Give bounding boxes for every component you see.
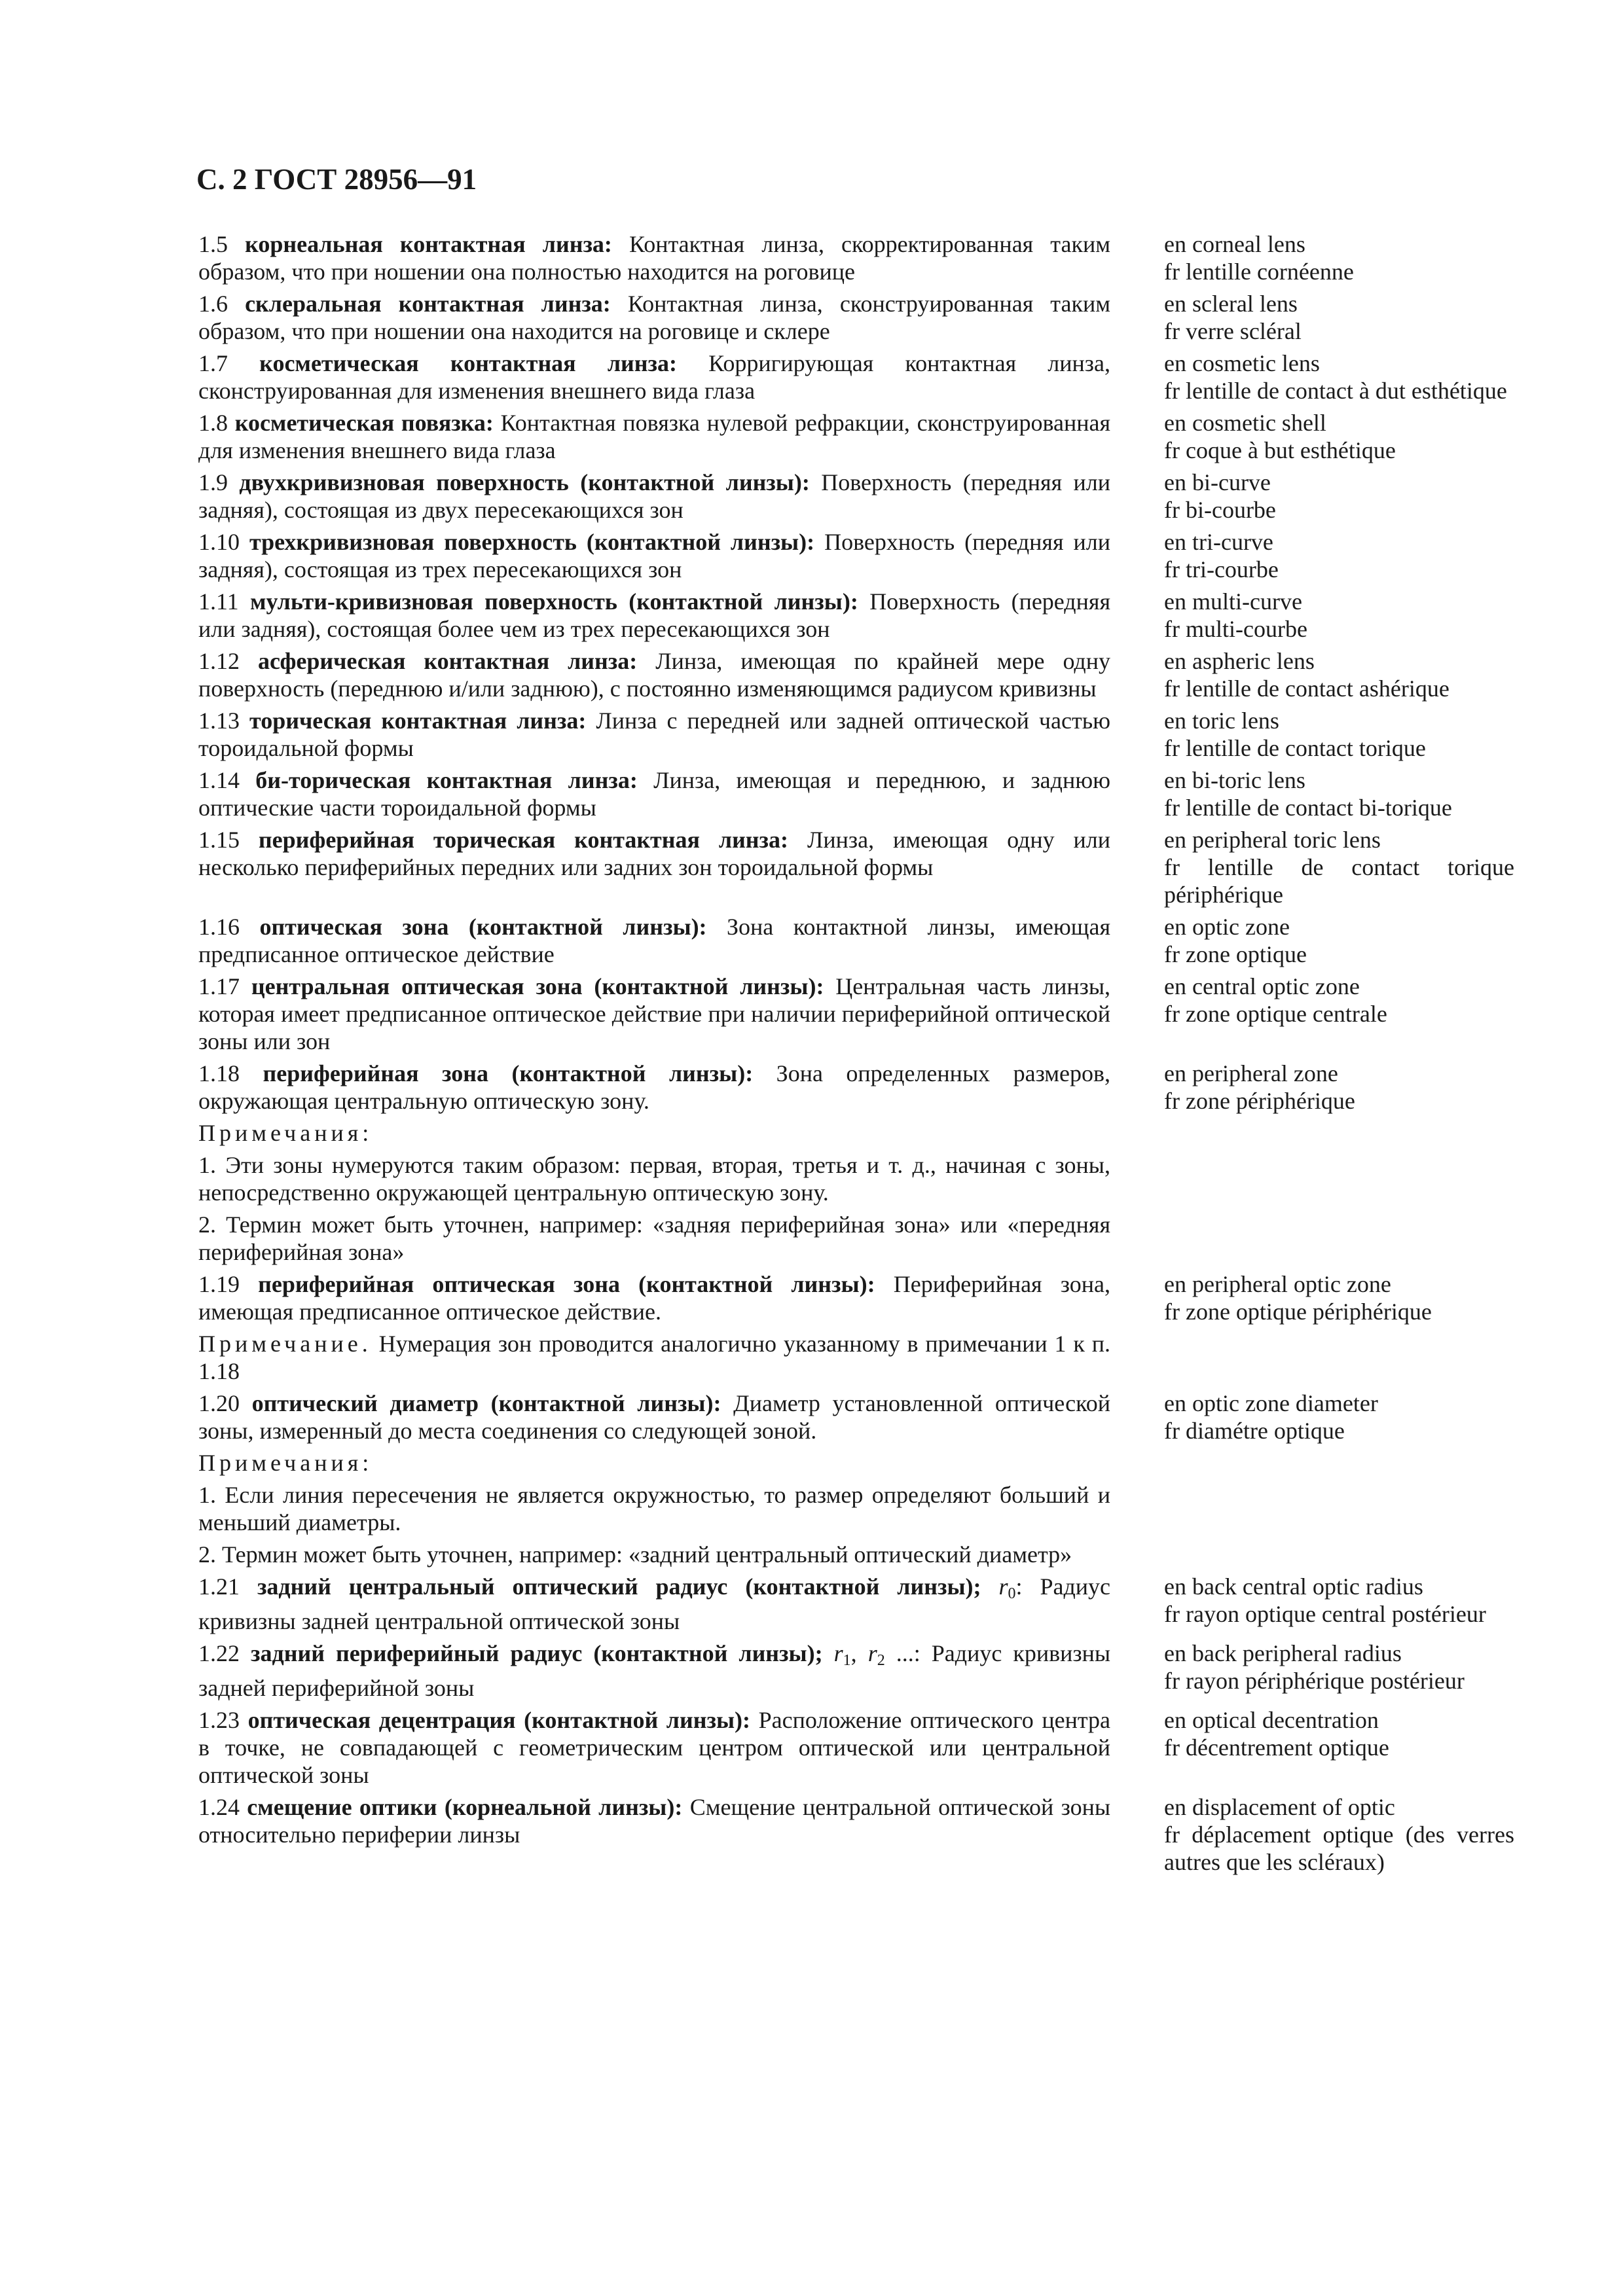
- note-item: 1. Эти зоны нумеруются таким образом: первая, вторая, третья и т. д., начиная с зоны, непосредственно окружающей центральную оптическую зону.: [198, 1152, 1110, 1206]
- translation-fr: fr lentille de contact à dut esthétique: [1164, 378, 1507, 404]
- translation-en: en bi-curve: [1164, 469, 1271, 495]
- entry-translations: [1164, 1573, 1514, 1635]
- entries-top: [198, 230, 1514, 1115]
- entry-translations: [1164, 1390, 1514, 1444]
- note-item: 1. Если линия пересечения не является окружностью, то размер определяют больший и меньший диаметры.: [198, 1482, 1110, 1535]
- entry-translations: [1164, 528, 1514, 583]
- entry-def: Поверхность (передняя или задняя), состоящая из трех пересекающихся зон: [198, 529, 1110, 583]
- translation-en: en scleral lens: [1164, 291, 1298, 317]
- translation-en: en toric lens: [1164, 708, 1279, 734]
- term-entry: [198, 1793, 1514, 1876]
- entry-number: 1.23: [198, 1707, 240, 1733]
- entry-def: Контактная линза, скорректированная таким образом, что при ношении она полностью находится на роговице: [198, 231, 1110, 285]
- entry-translations: [1164, 826, 1514, 908]
- entry-translations: [1164, 1640, 1514, 1702]
- translation-fr: fr coque à but esthétique: [1164, 437, 1396, 463]
- entry-number: 1.19: [198, 1271, 240, 1297]
- entry-term: двухкривизновая поверхность (контактной линзы):: [239, 469, 810, 495]
- entry-number: 1.14: [198, 767, 240, 793]
- entry-definition: 1.22 задний периферийный радиус (контактной линзы); $r_1$, $r_2$ ...: Радиус кривизны задней периферийной зоны: [198, 1640, 1111, 1701]
- entry-translations: [1164, 469, 1514, 524]
- entry-def: Контактная линза, сконструированная таким образом, что при ношении она находится на роговице и склере: [198, 291, 1110, 344]
- entry-number: 1.9: [198, 469, 228, 495]
- note-text: Нумерация зон проводится аналогично указанному в примечании 1 к п. 1.18: [198, 1331, 1110, 1384]
- entry-translations: [1164, 1793, 1514, 1876]
- notes-heading: Примечания:: [198, 1120, 373, 1146]
- entry-translations: [1164, 290, 1514, 345]
- symbol: r: [833, 1640, 843, 1666]
- translation-en: en peripheral toric lens: [1164, 827, 1381, 853]
- translation-fr: fr zone périphérique: [1164, 1088, 1355, 1114]
- term-entry: [198, 766, 1514, 821]
- term-entry: [198, 469, 1514, 524]
- term-entry: [198, 230, 1514, 285]
- entry-def: Линза, имеющая и переднюю, и заднюю оптические части тороидальной формы: [198, 767, 1111, 821]
- entry-term: торическая контактная линза:: [249, 708, 587, 734]
- term-entry: [198, 1706, 1514, 1789]
- translation-en: en back central optic radius: [1164, 1573, 1423, 1600]
- entry-def: Смещение центральной оптической зоны относительно периферии линзы: [198, 1794, 1111, 1848]
- entry-term: трехкривизновая поверхность (контактной линзы):: [249, 529, 815, 555]
- term-entry: [198, 826, 1514, 908]
- term-entry: [198, 1573, 1514, 1635]
- entry-number: 1.5: [198, 231, 228, 257]
- entry-term: мульти-кривизновая поверхность (контактной линзы):: [250, 588, 858, 615]
- entry-term: оптическая децентрация (контактной линзы):: [247, 1707, 751, 1733]
- entry-translations: [1164, 766, 1514, 821]
- entry-number: 1.24: [198, 1794, 240, 1820]
- entry-number: 1.17: [198, 973, 240, 999]
- entry-def: Линза, имеющая по крайней мере одну поверхность (переднюю и/или заднюю), с постоянно изменяющимся радиусом кривизны: [198, 648, 1110, 702]
- entry-number: 1.7: [198, 350, 228, 376]
- translation-en: en peripheral optic zone: [1164, 1271, 1391, 1297]
- entry-translations: [1164, 647, 1514, 702]
- entry-definition: [198, 528, 1110, 583]
- entry-number: 1.20: [198, 1390, 240, 1416]
- translation-fr: fr déplacement optique (des verres autres que les scléraux): [1164, 1821, 1514, 1875]
- entry-number: 1.12: [198, 648, 240, 674]
- entry-number: 1.13: [198, 708, 240, 734]
- entry-translations: [1164, 913, 1514, 968]
- entry-translations: [1164, 1706, 1514, 1789]
- entry-def: Центральная часть линзы, которая имеет предписанное оптическое действие при наличии периферийной оптической зоны или зон: [198, 973, 1111, 1054]
- entry-number: 1.6: [198, 291, 228, 317]
- entry-definition: [198, 1390, 1110, 1444]
- entry-term: би-торическая контактная линза:: [255, 767, 638, 793]
- entry-def: Линза с передней или задней оптической частью тороидальной формы: [198, 708, 1111, 761]
- notes-heading: Примечания:: [198, 1450, 373, 1476]
- entry-term: периферийная торическая контактная линза:: [258, 827, 789, 853]
- terms-content: [198, 230, 1514, 1880]
- translation-fr: fr verre scléral: [1164, 318, 1302, 344]
- entry-number: 1.21: [198, 1573, 240, 1600]
- translation-fr: fr lentille de contact torique périphérique: [1164, 854, 1514, 908]
- term-entry: [198, 1060, 1514, 1115]
- entry-def: Расположение оптического центра в точке, не совпадающей с геометрическим центром оптической или центральной оптической зоны: [198, 1707, 1111, 1788]
- entry-def: Поверхность (передняя или задняя), состоящая из двух пересекающихся зон: [198, 469, 1111, 523]
- translation-fr: fr diamétre optique: [1164, 1418, 1345, 1444]
- entry-def: Контактная повязка нулевой рефракции, сконструированная для изменения внешнего вида глаза: [198, 410, 1111, 463]
- entry-definition: [198, 1706, 1110, 1789]
- entry-def: Линза, имеющая одну или несколько периферийных передних или задних зон тороидальной формы: [198, 827, 1111, 880]
- translation-fr: fr décentrement optique: [1164, 1734, 1389, 1761]
- entry-number: 1.22: [198, 1640, 240, 1666]
- entry-term: асферическая контактная линза:: [257, 648, 638, 674]
- entry-term: центральная оптическая зона (контактной линзы):: [251, 973, 824, 999]
- entry-def: Зона определенных размеров, окружающая центральную оптическую зону.: [198, 1060, 1111, 1114]
- entry-number: 1.8: [198, 410, 228, 436]
- translation-en: en aspheric lens: [1164, 648, 1315, 674]
- entry-translations: [1164, 1060, 1514, 1115]
- entry-translations: [1164, 230, 1514, 285]
- entry-def: ...: Радиус кривизны задней периферийной зоны: [198, 1640, 1111, 1701]
- entries-tail: [198, 1706, 1514, 1876]
- entry-definition: [198, 1793, 1110, 1876]
- translation-en: en displacement of optic: [1164, 1794, 1395, 1820]
- entry-def: Зона контактной линзы, имеющая предписанное оптическое действие: [198, 914, 1111, 967]
- entry-definition: [198, 913, 1110, 968]
- note-item: 2. Термин может быть уточнен, например: «задняя периферийная зона» или «передняя периферийная зона»: [198, 1211, 1110, 1265]
- term-entry: [198, 290, 1514, 345]
- term-entry: [198, 707, 1514, 762]
- translation-en: en cosmetic lens: [1164, 350, 1320, 376]
- entry-number: 1.11: [198, 588, 239, 615]
- entry-term: корнеальная контактная линза:: [245, 231, 612, 257]
- entry-def: Периферийная зона, имеющая предписанное оптическое действие.: [198, 1271, 1111, 1325]
- term-entry: [198, 913, 1514, 968]
- term-entry: [198, 973, 1514, 1055]
- entry-term: периферийная зона (контактной линзы):: [263, 1060, 754, 1086]
- translation-fr: fr rayon optique central postérieur: [1164, 1601, 1486, 1627]
- translation-fr: fr rayon périphérique postérieur: [1164, 1668, 1465, 1694]
- translation-en: en central optic zone: [1164, 973, 1360, 999]
- term-entry: [198, 1640, 1514, 1702]
- entry-number: 1.15: [198, 827, 240, 853]
- translation-fr: fr lentille de contact ashérique: [1164, 675, 1450, 702]
- translation-en: en optical decentration: [1164, 1707, 1379, 1733]
- entry-def: : Радиус кривизны задней центральной оптической зоны: [198, 1573, 1111, 1634]
- entry-number: 1.16: [198, 914, 240, 940]
- entry-term: косметическая повязка:: [234, 410, 494, 436]
- entry-translations: [1164, 973, 1514, 1055]
- translation-fr: fr zone optique centrale: [1164, 1001, 1387, 1027]
- entry-translations: [1164, 350, 1514, 404]
- entry-number: 1.18: [198, 1060, 240, 1086]
- symbol: r: [867, 1640, 877, 1666]
- symbol-subscript: 2: [877, 1652, 885, 1669]
- symbol-subscript: 0: [1008, 1585, 1016, 1602]
- note-label: Примечание.: [198, 1331, 372, 1357]
- entry-definition: [198, 290, 1110, 345]
- entry-def: Диаметр установленной оптической зоны, измеренный до места соединения со следующей зоной.: [198, 1390, 1110, 1444]
- entry-translations: [1164, 409, 1514, 464]
- entry-definition: [198, 973, 1110, 1055]
- translation-fr: fr lentille cornéenne: [1164, 259, 1354, 285]
- entry-term: оптический диаметр (контактной линзы):: [251, 1390, 721, 1416]
- term-entry: [198, 588, 1514, 643]
- entry-definition: [198, 1060, 1110, 1115]
- translation-fr: fr tri-courbe: [1164, 556, 1279, 583]
- note-item: 2. Термин может быть уточнен, например: «задний центральный оптический диаметр»: [198, 1541, 1072, 1568]
- entry-translations: [1164, 588, 1514, 643]
- term-entry: [198, 1390, 1514, 1444]
- translation-fr: fr bi-courbe: [1164, 497, 1276, 523]
- page-header: С. 2 ГОСТ 28956—91: [196, 163, 477, 196]
- translation-fr: fr multi-courbe: [1164, 616, 1307, 642]
- entry-definition: [198, 647, 1110, 702]
- entry-definition: [198, 826, 1110, 908]
- entry-definition: [198, 1573, 1110, 1635]
- entry-term: оптическая зона (контактной линзы):: [259, 914, 707, 940]
- entry-definition: [198, 707, 1110, 762]
- translation-fr: fr lentille de contact bi-torique: [1164, 795, 1452, 821]
- translation-en: en optic zone diameter: [1164, 1390, 1378, 1416]
- entry-def: Корригирующая контактная линза, сконструированная для изменения внешнего вида глаза: [198, 350, 1110, 404]
- entry-term: склеральная контактная линза:: [245, 291, 611, 317]
- translation-fr: fr zone optique: [1164, 941, 1307, 967]
- entry-translations: [1164, 1270, 1514, 1325]
- term-entry: [198, 647, 1514, 702]
- term-entry: [198, 409, 1514, 464]
- translation-en: en back peripheral radius: [1164, 1640, 1402, 1666]
- symbol: r: [998, 1573, 1008, 1600]
- entry-term: задний центральный оптический радиус (контактной линзы);: [257, 1573, 981, 1600]
- translation-en: en corneal lens: [1164, 231, 1305, 257]
- entry-definition: [198, 766, 1110, 821]
- term-entry: [198, 1270, 1514, 1325]
- translation-en: en tri-curve: [1164, 529, 1273, 555]
- entry-term: косметическая контактная линза:: [259, 350, 677, 376]
- entry-def: Поверхность (передняя или задняя), состоящая более чем из трех пересекающихся зон: [198, 588, 1111, 642]
- entry-term: смещение оптики (корнеальной линзы):: [247, 1794, 683, 1820]
- entry-term: периферийная оптическая зона (контактной линзы):: [258, 1271, 875, 1297]
- translation-en: en peripheral zone: [1164, 1060, 1338, 1086]
- translation-en: en bi-toric lens: [1164, 767, 1305, 793]
- translation-en: en cosmetic shell: [1164, 410, 1326, 436]
- translation-fr: fr zone optique périphérique: [1164, 1299, 1432, 1325]
- translation-en: en multi-curve: [1164, 588, 1302, 615]
- term-entry: [198, 528, 1514, 583]
- entry-definition: [198, 469, 1110, 524]
- entry-definition: [198, 350, 1110, 404]
- symbol-subscript: 1: [843, 1652, 851, 1669]
- entry-definition: [198, 230, 1110, 285]
- entry-translations: [1164, 707, 1514, 762]
- entry-definition: [198, 1270, 1110, 1325]
- entry-definition: [198, 409, 1110, 464]
- translation-en: en optic zone: [1164, 914, 1290, 940]
- entry-term: задний периферийный радиус (контактной линзы);: [251, 1640, 823, 1666]
- note-single: [198, 1330, 1110, 1385]
- entry-definition: [198, 588, 1110, 643]
- translation-fr: fr lentille de contact torique: [1164, 735, 1426, 761]
- entry-number: 1.10: [198, 529, 240, 555]
- term-entry: [198, 350, 1514, 404]
